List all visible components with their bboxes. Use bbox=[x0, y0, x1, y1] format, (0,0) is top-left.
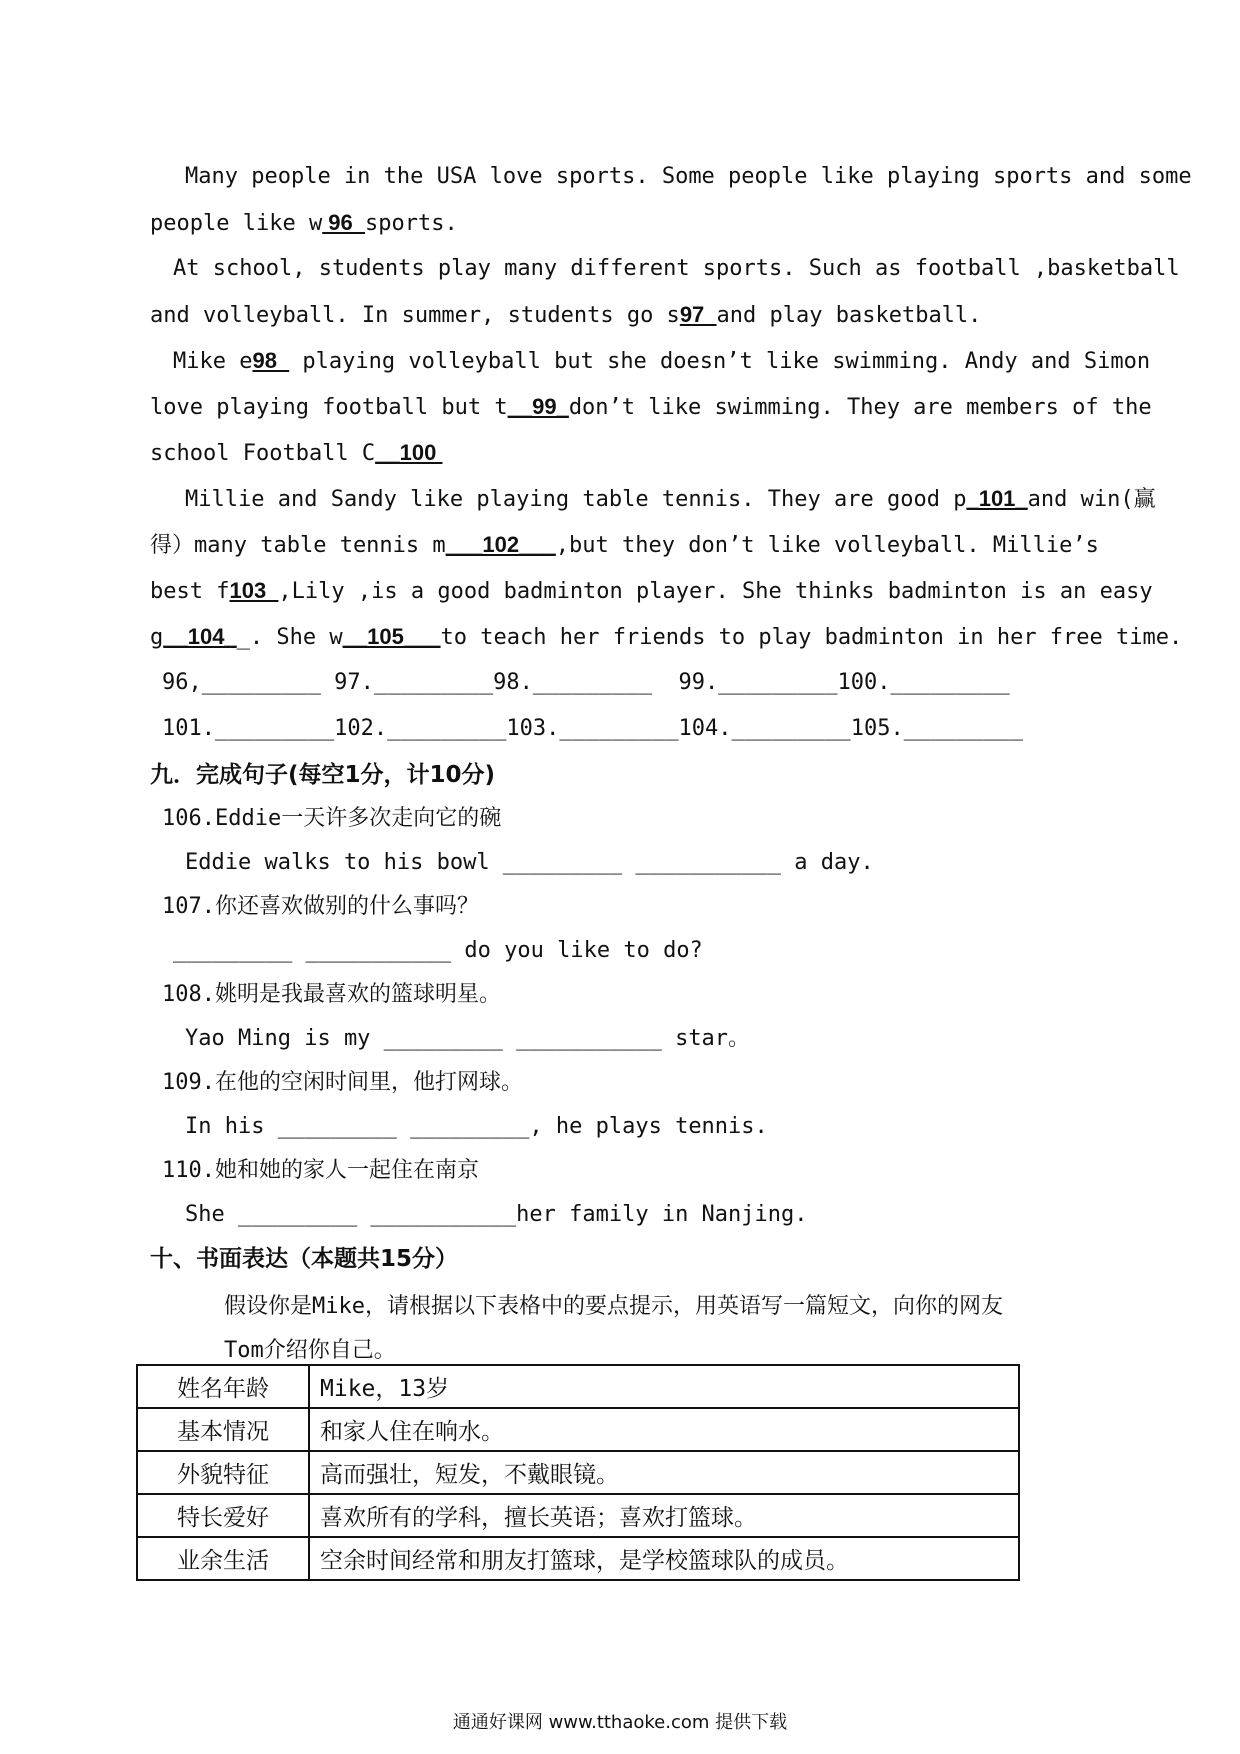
q110-english: She _________ ___________her family in Nanjing. bbox=[185, 1202, 808, 1227]
q106-chinese: 106.Eddie一天许多次走向它的碗 bbox=[162, 806, 502, 831]
blank-97: 97 bbox=[679, 302, 717, 327]
blank-104: __104_ bbox=[163, 624, 237, 649]
table-key: 业余生活 bbox=[137, 1537, 309, 1580]
q109-english: In his _________ _________, he plays tennis. bbox=[185, 1114, 768, 1139]
table-row bbox=[137, 1408, 1019, 1451]
table-value: Mike，13岁 bbox=[309, 1365, 1019, 1408]
q107-english: _________ ___________ do you like to do? bbox=[173, 938, 703, 963]
blank-100: __100 bbox=[375, 440, 443, 465]
page-footer: 通通好课网 www.tthaoke.com 提供下载 bbox=[452, 1712, 788, 1733]
table-row bbox=[137, 1537, 1019, 1580]
table-value: 空余时间经常和朋友打篮球，是学校篮球队的成员。 bbox=[309, 1537, 1019, 1580]
q108-english: Yao Ming is my _________ ___________ star。 bbox=[185, 1026, 751, 1051]
passage-p4-line4: g__104__. She w__105___to teach her friends to play badminton in her free time. bbox=[150, 624, 1183, 650]
table-row bbox=[137, 1451, 1019, 1494]
q109-chinese: 109.在他的空闲时间里，他打网球。 bbox=[162, 1070, 523, 1095]
profile-table bbox=[136, 1364, 1020, 1581]
passage-p4-line3: best f103 ,Lily ,is a good badminton player. She thinks badminton is an easy bbox=[150, 578, 1153, 604]
table-value: 喜欢所有的学科，擅长英语；喜欢打篮球。 bbox=[309, 1494, 1019, 1537]
table-key: 基本情况 bbox=[137, 1408, 309, 1451]
blank-103: 103 bbox=[229, 578, 279, 603]
answer-row-96-100: 96,_________ 97._________98._________ 99._________100._________ bbox=[162, 670, 1010, 695]
passage-p2-line1: At school, students play many different sports. Such as football ,basketball bbox=[173, 256, 1180, 281]
blank-105: __105___ bbox=[342, 624, 441, 649]
table-key: 特长爱好 bbox=[137, 1494, 309, 1537]
passage-p3-line3: school Football C__100 bbox=[150, 440, 443, 466]
table-value: 和家人住在响水。 bbox=[309, 1408, 1019, 1451]
passage-p4-line2: 得）many table tennis m___102___,but they don’t like volleyball. Millie’s bbox=[150, 532, 1099, 558]
q106-english: Eddie walks to his bowl _________ ___________ a day. bbox=[185, 850, 874, 875]
q110-chinese: 110.她和她的家人一起住在南京 bbox=[162, 1158, 479, 1183]
section10-title: 十、书面表达（本题共15分） bbox=[150, 1246, 459, 1272]
section10-intro-line2: Tom介绍你自己。 bbox=[224, 1338, 396, 1363]
table-row bbox=[137, 1365, 1019, 1408]
section10-intro-line1: 假设你是Mike，请根据以下表格中的要点提示，用英语写一篇短文，向你的网友 bbox=[224, 1294, 1003, 1319]
passage-p3-line2: love playing football but t__99_don’t like swimming. They are members of the bbox=[150, 394, 1152, 420]
blank-96: 96 bbox=[322, 210, 365, 235]
q107-chinese: 107.你还喜欢做别的什么事吗？ bbox=[162, 894, 479, 919]
answer-row-101-105: 101._________102._________103._________104._________105._________ bbox=[162, 716, 1023, 741]
table-key: 外貌特征 bbox=[137, 1451, 309, 1494]
q108-chinese: 108.姚明是我最喜欢的篮球明星。 bbox=[162, 982, 501, 1007]
passage-p1-line1: Many people in the USA love sports. Some people like playing sports and some bbox=[185, 164, 1192, 189]
passage-p3-line1: Mike e98 playing volleyball but she doesn’t like swimming. Andy and Simon bbox=[173, 348, 1151, 374]
section9-title: 九．完成句子(每空1分，计10分) bbox=[150, 762, 496, 788]
table-row bbox=[137, 1494, 1019, 1537]
table-key: 姓名年龄 bbox=[137, 1365, 309, 1408]
blank-98: 98 bbox=[252, 348, 290, 373]
table-value: 高而强壮，短发，不戴眼镜。 bbox=[309, 1451, 1019, 1494]
passage-p4-line1: Millie and Sandy like playing table tennis. They are good p_101_and win(赢 bbox=[185, 486, 1156, 512]
blank-101: _101_ bbox=[966, 486, 1028, 511]
passage-p1-line2: people like w 96 sports. bbox=[150, 210, 458, 236]
blank-99: __99_ bbox=[507, 394, 569, 419]
blank-102: ___102___ bbox=[445, 532, 556, 557]
passage-p2-line2: and volleyball. In summer, students go s97 and play basketball. bbox=[150, 302, 982, 328]
